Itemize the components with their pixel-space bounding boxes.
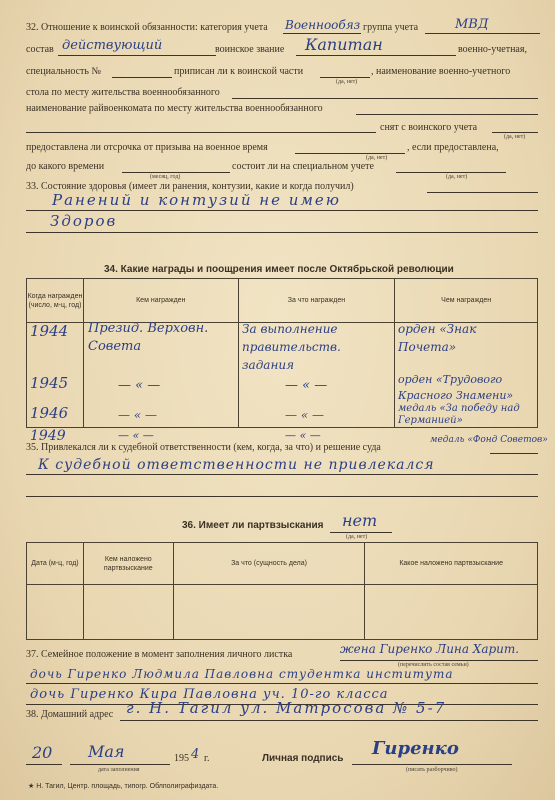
signature-caption: (писать разборчиво) bbox=[406, 767, 458, 773]
q32-military-office-label: наименование райвоенкомата по месту жительства военнообязанного bbox=[26, 103, 323, 114]
q36-title: 36. Имеет ли партвзыскания bbox=[182, 520, 324, 531]
award-by: Презид. Верховн. Совета bbox=[88, 321, 209, 354]
q33-label: 33. Состояние здоровья (имеет ли ранения, контузии, какие и когда получил) bbox=[26, 181, 354, 192]
q33-value-1: Ранений и контузий не имею bbox=[52, 191, 341, 209]
printer-text: Н. Тагил, Центр. площадь, типогр. Облполиграфиздата. bbox=[36, 783, 219, 790]
yes-no-caption: (да, нет) bbox=[336, 79, 358, 85]
award-item: орден «Знак Почета» bbox=[398, 322, 477, 354]
award-for: За выполнение правительств. задания bbox=[242, 322, 341, 372]
q32-table-label-cont: стола по месту жительства военнообязанного bbox=[26, 87, 220, 98]
date-day: 20 bbox=[32, 743, 53, 762]
q32-deferment-cont: , если предоставлена, bbox=[407, 142, 499, 153]
award-by: — « — bbox=[118, 429, 154, 442]
q32-group-value: МВД bbox=[455, 17, 489, 32]
q32-deferment-label: предоставлена ли отсрочка от призыва на военное время bbox=[26, 142, 268, 153]
q35-value: К судебной ответственности не привлекался bbox=[38, 457, 435, 473]
q36-value: нет bbox=[342, 511, 378, 530]
penalties-header-type: Какое наложено партвзыскание bbox=[365, 543, 538, 585]
q33-value-2: Здоров bbox=[50, 212, 118, 230]
q32-group-label: группа учета bbox=[363, 22, 419, 33]
award-for: — « — bbox=[285, 378, 328, 393]
q32-label: 32. Отношение к воинской обязанности: категория учета bbox=[26, 22, 268, 33]
date-caption: дата заполнения bbox=[98, 767, 140, 773]
awards-header-for: За что награжден bbox=[238, 279, 395, 323]
q32-composition-value: действующий bbox=[62, 38, 163, 53]
q34-title: 34. Какие награды и поощрения имеет после Октябрьской революции bbox=[104, 264, 454, 275]
penalties-table bbox=[26, 542, 538, 640]
q32-rank-label: воинское звание bbox=[215, 44, 285, 55]
award-year: 1944 bbox=[30, 322, 69, 340]
award-item: медаль «За победу над Германией» bbox=[398, 403, 520, 426]
awards-header-by: Кем награжден bbox=[83, 279, 238, 323]
q37-value-3: дочь Гиренко Кира Павловна уч. 10-го класса bbox=[30, 687, 389, 702]
yes-no-caption: (да, нет) bbox=[446, 174, 468, 180]
date-year-prefix: 195 bbox=[174, 753, 189, 764]
q32-special-label: состоит ли на специальном учете bbox=[232, 161, 374, 172]
q37-label: 37. Семейное положение в момент заполнения личного листка bbox=[26, 649, 293, 660]
printer-imprint bbox=[28, 782, 218, 790]
award-year: 1946 bbox=[30, 404, 69, 422]
award-item: орден «Трудового Красного Знамени» bbox=[398, 373, 514, 402]
q38-label: 38. Домашний адрес bbox=[26, 709, 114, 720]
q32-table-label: , наименование военно-учетного bbox=[371, 66, 511, 77]
q32-composition-label: состав bbox=[26, 44, 54, 55]
award-item: медаль «Фонд Советов» bbox=[430, 435, 548, 445]
q37-value-2: дочь Гиренко Людмила Павловна студентка института bbox=[30, 667, 454, 681]
date-year-g: г. bbox=[204, 753, 210, 764]
q32-category-value: Военнообяз bbox=[285, 18, 361, 32]
family-caption: (перечислить состав семьи) bbox=[398, 662, 469, 668]
month-year-caption: (месяц, год) bbox=[150, 174, 181, 180]
award-for: — « — bbox=[285, 429, 321, 442]
yes-no-caption: (да, нет) bbox=[366, 155, 388, 161]
signature: Гиренко bbox=[372, 738, 459, 759]
q32-removed-label: снят с воинского учета bbox=[380, 122, 478, 133]
date-year-suffix: 4 bbox=[191, 747, 200, 762]
date-month: Мая bbox=[88, 742, 125, 761]
award-year: 1949 bbox=[30, 428, 66, 444]
awards-header-award: Чем награжден bbox=[395, 279, 538, 323]
q32-specialty-number-label: специальность № bbox=[26, 66, 102, 77]
award-year: 1945 bbox=[30, 374, 69, 392]
award-by: — « — bbox=[118, 408, 157, 422]
yes-no-caption: (да, нет) bbox=[504, 134, 526, 140]
penalties-header-date: Дата (м-ц, год) bbox=[27, 543, 84, 585]
award-for: — « — bbox=[285, 408, 324, 422]
yes-no-caption: (да, нет) bbox=[346, 534, 368, 540]
q32-rank-value: Капитан bbox=[305, 35, 383, 54]
q37-value-1: жена Гиренко Лина Харит. bbox=[340, 642, 520, 656]
q32-specialty-label: военно-учетная, bbox=[458, 44, 527, 55]
awards-header-date: Когда награжден (число, м-ц, год) bbox=[27, 279, 84, 323]
printer-mark-icon: ★ bbox=[28, 783, 35, 790]
q38-value: г. Н. Тагил ул. Матросова № 5-7 bbox=[126, 699, 447, 717]
penalties-header-by: Кем наложено партвзыскание bbox=[83, 543, 173, 585]
award-by: — « — bbox=[118, 378, 161, 393]
q32-attached-label: приписан ли к воинской части bbox=[174, 66, 304, 77]
q35-label: 35. Привлекался ли к судебной ответственности (кем, когда, за что) и решение суда bbox=[26, 442, 381, 453]
penalties-header-reason: За что (сущность дела) bbox=[173, 543, 365, 585]
signature-label: Личная подпись bbox=[262, 753, 344, 764]
q32-until-label: до какого времени bbox=[26, 161, 105, 172]
